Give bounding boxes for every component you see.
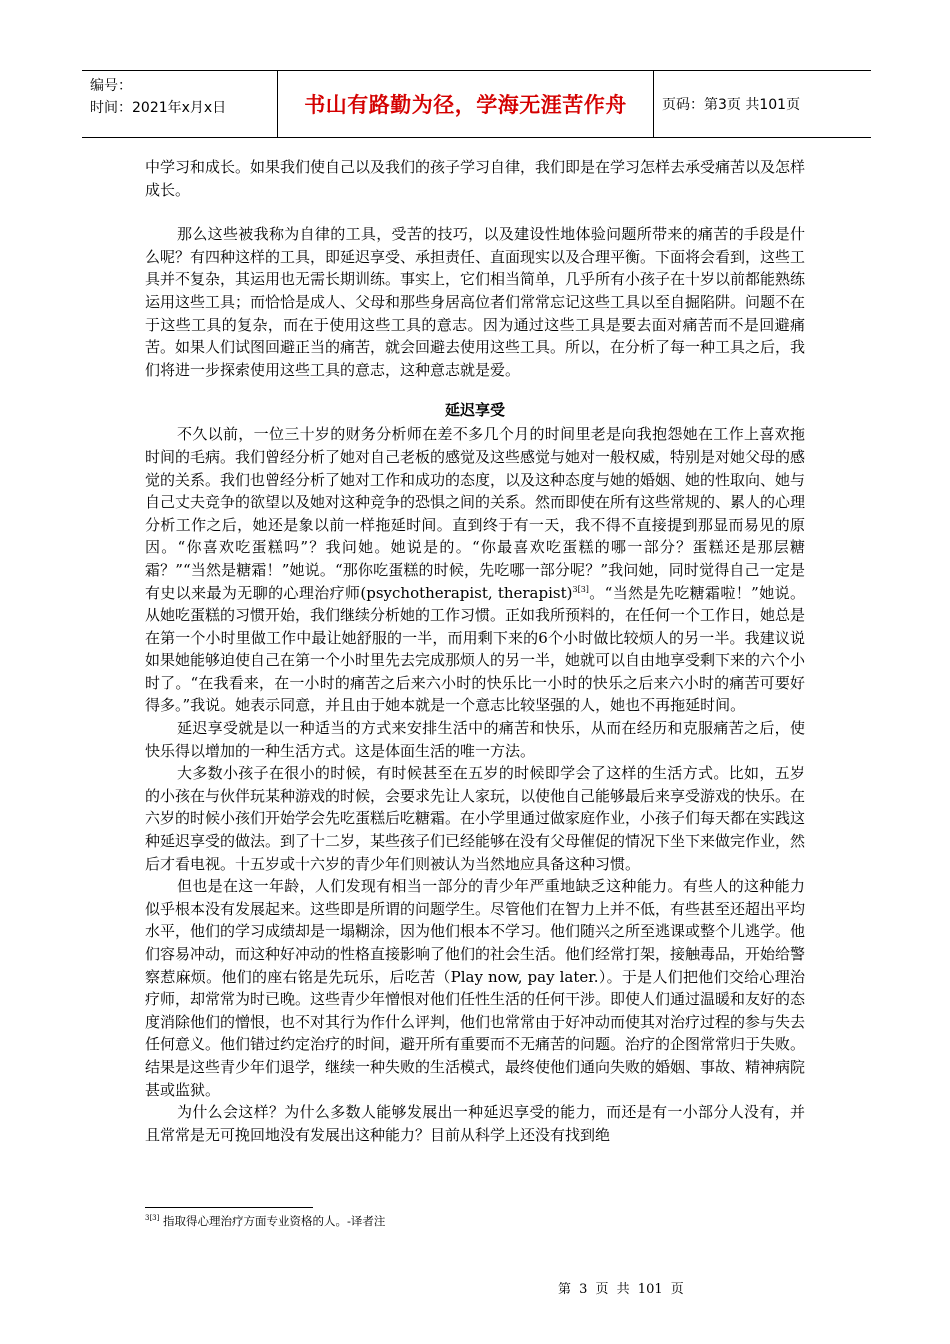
paragraph-4: 延迟享受就是以一种适当的方式来安排生活中的痛苦和快乐，从而在经历和克服痛苦之后，使快乐得以增加的一种生活方式。这是体面生活的唯一方法。 bbox=[145, 719, 805, 760]
section-title: 延迟享受 bbox=[444, 401, 505, 420]
footnote-divider bbox=[145, 1207, 313, 1208]
footnote-ref[interactable]: 3[3] bbox=[572, 584, 589, 594]
paragraph-5: 大多数小孩子在很小的时候，有时候甚至在五岁的时候即学会了这样的生活方式。比如，五岁的小孩在与伙伴玩某种游戏的时候，会要求先让人家玩，以使他自己能够最后来享受游戏的快乐。在六岁的时候小孩们开始学会先吃蛋糕后吃糖霜。在小学里通过做家庭作业，小孩子们每天都在实践这种延迟享受的做法。到了十二岁，某些孩子们已经能够在没有父母催促的情况下坐下来做完作业，然后才看电视。十五岁或十六岁的青少年们则被认为当然地应具备这种习惯。 bbox=[145, 764, 806, 873]
header-meta bbox=[82, 71, 278, 137]
header-page-info: 页码：第3页 共101页 bbox=[662, 97, 801, 113]
paragraph-7: 为什么会这样？为什么多数人能够发展出一种延迟享受的能力，而还是有一小部分人没有，并且常常是无可挽回地没有发展出这种能力？目前从科学上还没有找到绝 bbox=[145, 1103, 805, 1144]
paragraph-3-part-b: 。“当然是先吃糖霜啦！”她说。从她吃蛋糕的习惯开始，我们继续分析她的工作习惯。正如我所预料的，在任何一个工作日，她总是在第一个小时里做工作中最让她舒服的一半，而用剩下来的6个小时做比较烦人的另一半。我建议说如果她能够迫使自己在第一个小时里先去完成那烦人的另一半，她就可以自由地享受剩下来的六个小时了。“在我看来，在一小时的痛苦之后来六小时的快乐比一小时的快乐之后来六小时的痛苦可要好得多。”我说。她表示同意，并且由于她本就是一个意志比较坚强的人，她也不再拖延时间。 bbox=[145, 583, 806, 715]
page-header bbox=[82, 70, 871, 138]
footnote bbox=[145, 1213, 385, 1229]
page-number: 第 3 页 共 101 页 bbox=[558, 1282, 684, 1297]
header-number-label: 编号： bbox=[90, 78, 132, 94]
paragraph-1: 中学习和成长。如果我们使自己以及我们的孩子学习自律，我们即是在学习怎样去承受痛苦以及怎样成长。 bbox=[145, 158, 806, 199]
header-time-label: 时间：2021年x月x日 bbox=[90, 100, 227, 116]
paragraph-2: 那么这些被我称为自律的工具，受苦的技巧，以及建设性地体验问题所带来的痛苦的手段是什么呢？有四种这样的工具，即延迟享受、承担责任、直面现实以及合理平衡。下面将会看到，这些工具并不复杂，其运用也无需长期训练。事实上，它们相当简单，几乎所有小孩子在十岁以前都能熟练运用这些工具；而恰恰是成人、父母和那些身居高位者们常常忘记这些工具以至自掘陷阱。问题不在于这些工具的复杂，而在于使用这些工具的意志。因为通过这些工具是要去面对痛苦而不是回避痛苦。如果人们试图回避正当的痛苦，就会回避去使用这些工具。所以，在分析了每一种工具之后，我们将进一步探索使用这些工具的意志，这种意志就是爱。 bbox=[145, 225, 806, 379]
footnote-marker: 3[3] bbox=[145, 1214, 160, 1223]
paragraph-6: 但也是在这一年龄，人们发现有相当一部分的青少年严重地缺乏这种能力。有些人的这种能力似乎根本没有发展起来。这些即是所谓的问题学生。尽管他们在智力上并不低，有些甚至还超出平均水平，他们的学习成绩却是一塌糊涂，因为他们根本不学习。他们随兴之所至逃课或整个儿逃学。他们容易冲动，而这种好冲动的性格直接影响了他们的社会生活。他们经常打架，接触毒品，开始给警察惹麻烦。他们的座右铭是先玩乐，后吃苦（Play now, pay later.）。于是人们把他们交给心理治疗师，却常常为时已晚。这些青少年憎恨对他们任性生活的任何干涉。即使人们通过温暖和友好的态度消除他们的憎恨，也不对其行为作什么评判，他们也常常由于好冲动而使其对治疗过程的参与失去任何意义。他们错过约定治疗的时间，避开所有重要而不无痛苦的问题。治疗的企图常常归于失败。结果是这些青少年们退学，继续一种失败的生活模式，最终使他们通向失败的婚姻、事故、精神病院甚或监狱。 bbox=[145, 877, 806, 1099]
footnote-text: 指取得心理治疗方面专业资格的人。-译者注 bbox=[159, 1214, 386, 1228]
paragraph-3-part-a: 不久以前，一位三十岁的财务分析师在差不多几个月的时间里老是向我抱怨她在工作上喜欢拖时间的毛病。我们曾经分析了她对自己老板的感觉及这些感觉与她对一般权威，特别是对她父母的感觉的关系。我们也曾经分析了她对工作和成功的态度，以及这种态度与她的婚姻、她的性取向、她与自己丈夫竞争的欲望以及她对这种竞争的恐惧之间的关系。然而即使在所有这些常规的、累人的心理分析工作之后，她还是象以前一样拖延时间。直到终于有一天，我不得不直接提到那显而易见的原因。“你喜欢吃蛋糕吗”？我问她。她说是的。“你最喜欢吃蛋糕的哪一部分？蛋糕还是那层糖霜？”“当然是糖霜！”她说。“那你吃蛋糕的时候，先吃哪一部分呢？”我问她，同时觉得自己一定是有史以来最为无聊的心理治疗师(psychotherapist, therapist) bbox=[145, 425, 806, 602]
header-motto-cell bbox=[278, 71, 654, 137]
header-motto: 书山有路勤为径，学海无涯苦作舟 bbox=[304, 93, 627, 117]
paragraph-3 bbox=[145, 423, 805, 717]
document-body bbox=[145, 156, 805, 1146]
